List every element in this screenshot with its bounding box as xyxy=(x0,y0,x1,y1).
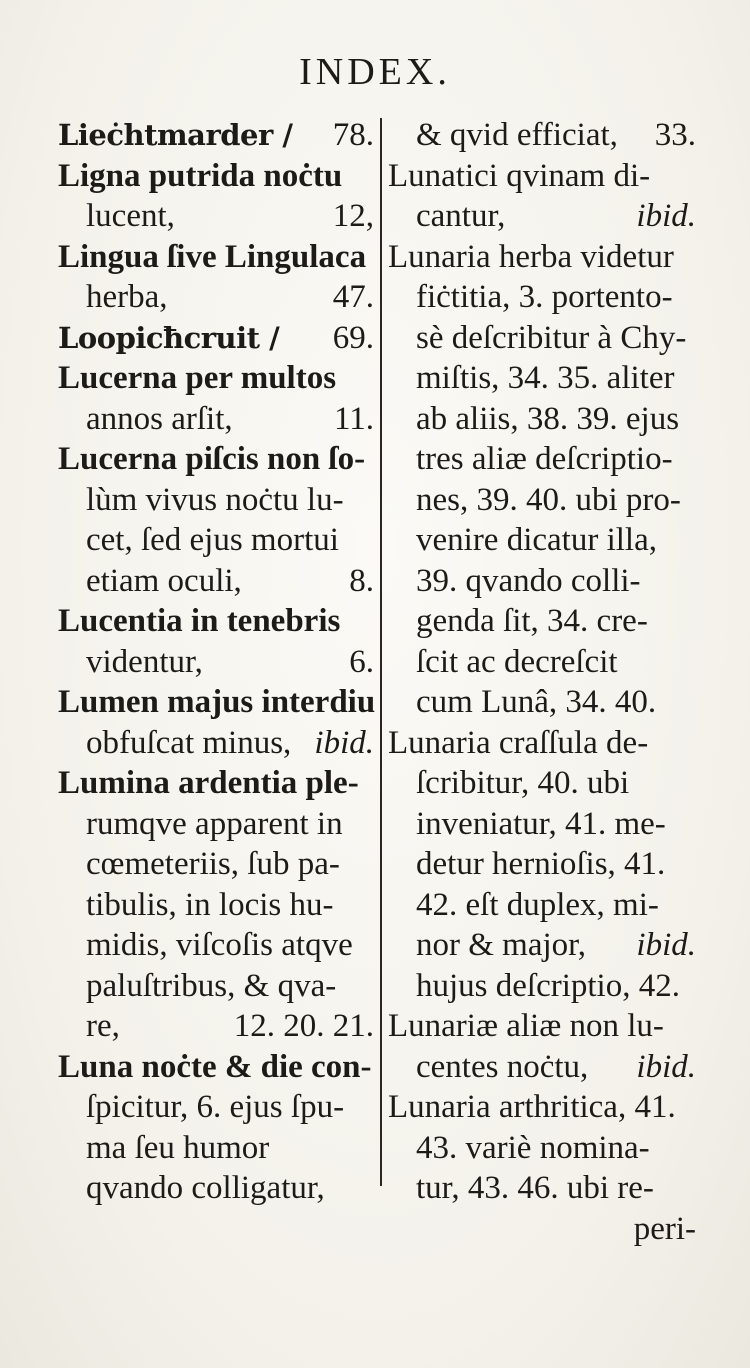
index-line xyxy=(388,804,696,845)
index-page-number: ibid. xyxy=(314,724,374,761)
index-entry-text: hujus deſcriptio, 42. xyxy=(416,967,680,1004)
page-title: INDEX. xyxy=(299,51,451,93)
index-line xyxy=(388,318,696,359)
index-line xyxy=(58,1047,374,1088)
index-line xyxy=(58,399,374,440)
index-entry-text: re, xyxy=(86,1008,120,1044)
index-entry-text: & qvid efficiat, xyxy=(416,117,618,153)
index-line xyxy=(58,358,374,399)
index-line xyxy=(58,115,374,156)
index-entry-text: 43. variè nomina- xyxy=(416,1129,650,1166)
index-line xyxy=(388,601,696,642)
index-line xyxy=(388,763,696,804)
index-page-number: 12. 20. 21. xyxy=(233,1008,374,1044)
index-entry-text: tres aliæ deſcriptio- xyxy=(416,441,673,477)
index-line xyxy=(388,520,696,561)
index-line xyxy=(58,1087,374,1128)
index-entry-text: inveniatur, 41. me- xyxy=(416,805,666,842)
index-line xyxy=(58,439,374,480)
index-line xyxy=(58,1128,374,1169)
index-line xyxy=(388,844,696,885)
index-line xyxy=(58,237,374,278)
index-entry-text: Lucerna piſcis non ſo- xyxy=(58,441,366,477)
index-page-number: 12, xyxy=(332,198,374,234)
index-entry-text: midis, viſcoſis atqve xyxy=(86,927,353,963)
index-line xyxy=(388,561,696,602)
index-line xyxy=(388,1209,696,1250)
index-entry-text: genda ſit, 34. cre- xyxy=(416,603,648,639)
index-line xyxy=(388,358,696,399)
index-line xyxy=(388,1047,696,1088)
index-line xyxy=(388,642,696,683)
index-entry-text: ſpicitur, 6. ejus ſpu- xyxy=(86,1089,345,1125)
index-entry-text: videntur, xyxy=(86,643,203,680)
index-entry-text: sè deſcribitur à Chy- xyxy=(416,319,687,356)
index-entry-text: Lucerna per multos xyxy=(58,360,337,396)
index-entry-text: Lunatici qvinam di- xyxy=(388,157,651,194)
index-page-number: 11. xyxy=(333,400,374,437)
index-line xyxy=(388,723,696,764)
index-line xyxy=(58,318,374,359)
index-entry-text: 39. qvando colli- xyxy=(416,562,641,599)
index-line xyxy=(388,196,696,237)
index-line xyxy=(58,277,374,318)
left-column xyxy=(58,115,374,1209)
index-entry-text: peri- xyxy=(633,1210,696,1247)
index-entry-text: lucent, xyxy=(86,198,175,234)
index-entry-text: nes, 39. 40. ubi pro- xyxy=(416,481,681,518)
index-entry-text: lùm vivus noċtu lu- xyxy=(86,481,344,518)
index-page-number: 69. xyxy=(332,319,374,356)
index-line xyxy=(58,1006,374,1047)
index-entry-text: rumqve apparent in xyxy=(86,805,343,842)
index-page-number: 78. xyxy=(332,117,374,153)
index-entry-text: annos arſit, xyxy=(86,400,233,437)
index-entry-text: Lunaria craſſula de- xyxy=(388,724,649,761)
index-entry-text: ſcit ac decreſcit xyxy=(416,643,618,680)
index-entry-text: venire dicatur illa, xyxy=(416,522,657,558)
index-line xyxy=(58,844,374,885)
index-line xyxy=(388,1006,696,1047)
index-line xyxy=(388,1168,696,1209)
index-entry-text: ma ſeu humor xyxy=(86,1129,270,1166)
index-page-number: ibid. xyxy=(636,927,696,963)
index-entry-text: ſcribitur, 40. ubi xyxy=(416,765,630,801)
index-line xyxy=(388,115,696,156)
index-entry-text: nor & major, xyxy=(416,927,587,963)
index-line xyxy=(58,196,374,237)
index-line xyxy=(388,480,696,521)
index-page-number: 47. xyxy=(332,279,374,315)
index-line xyxy=(58,966,374,1007)
index-entry-text: qvando colligatur, xyxy=(86,1170,325,1206)
index-entry-text: miſtis, 34. 35. aliter xyxy=(416,360,675,396)
index-entry-text: paluſtribus, & qva- xyxy=(86,967,337,1004)
index-entry-text: ab aliis, 38. 39. ejus xyxy=(416,400,680,437)
index-entry-text: cantur, xyxy=(416,198,506,234)
index-entry-text: Lucentia in tenebris xyxy=(58,603,341,639)
index-entry-text: cœmeteriis, ſub pa- xyxy=(86,846,340,882)
index-entry-text: herba, xyxy=(86,279,168,315)
index-page-number: ibid. xyxy=(636,1048,696,1085)
index-line xyxy=(58,480,374,521)
index-entry-text: Lingua ſive Lingulaca xyxy=(58,238,367,275)
index-line xyxy=(58,804,374,845)
index-entry-text: cet, ſed ejus mortui xyxy=(86,522,339,558)
index-entry-text: cum Lunâ, 34. 40. xyxy=(416,684,657,720)
index-line xyxy=(388,682,696,723)
index-line xyxy=(388,399,696,440)
index-entry-text: tibulis, in locis hu- xyxy=(86,886,334,923)
index-entry-text: Lumen majus interdiu xyxy=(58,684,376,720)
right-column xyxy=(388,115,696,1249)
index-entry-text: Luna noċte & die con- xyxy=(58,1048,372,1085)
index-entry-text: tur, 43. 46. ubi re- xyxy=(416,1170,654,1206)
index-entry-text: detur hernioſis, 41. xyxy=(416,846,666,882)
index-entry-text: 42. eſt duplex, mi- xyxy=(416,886,659,923)
index-entry-text: obfuſcat minus, xyxy=(86,724,292,761)
index-page-number: 33. xyxy=(654,117,696,153)
index-line xyxy=(58,682,374,723)
index-page-number: ibid. xyxy=(636,198,696,234)
index-entry-text: Lunaria arthritica, 41. xyxy=(388,1089,676,1125)
index-line xyxy=(388,439,696,480)
index-entry-text: etiam oculi, xyxy=(86,562,242,599)
index-entry-text: Ligna putrida noċtu xyxy=(58,157,343,194)
index-line xyxy=(58,156,374,197)
index-entry-text: Lunariæ aliæ non lu- xyxy=(388,1008,664,1044)
index-entry-text: Lumina ardentia ple- xyxy=(58,765,359,801)
index-entry-text: fiċtitia, 3. portento- xyxy=(416,279,673,315)
index-entry-text: centes noċtu, xyxy=(416,1048,589,1085)
index-line xyxy=(388,1128,696,1169)
index-page-number: 6. xyxy=(349,643,374,680)
index-line xyxy=(58,520,374,561)
index-line xyxy=(58,723,374,764)
index-entry-text: Loopicħcruit / xyxy=(58,320,280,355)
index-line xyxy=(58,601,374,642)
index-line xyxy=(388,1087,696,1128)
index-line xyxy=(58,885,374,926)
column-divider xyxy=(380,118,382,1186)
index-line xyxy=(388,925,696,966)
index-line xyxy=(388,885,696,926)
index-line xyxy=(388,237,696,278)
index-page-number: 8. xyxy=(349,562,374,599)
index-line xyxy=(58,561,374,602)
index-line xyxy=(58,925,374,966)
index-entry-text: Lunaria herba videtur xyxy=(388,238,674,275)
index-line xyxy=(58,642,374,683)
index-line xyxy=(388,277,696,318)
index-entry-text: Lieċhtmarder / xyxy=(58,118,293,152)
index-line xyxy=(388,156,696,197)
index-line xyxy=(58,1168,374,1209)
index-line xyxy=(58,763,374,804)
index-line xyxy=(388,966,696,1007)
